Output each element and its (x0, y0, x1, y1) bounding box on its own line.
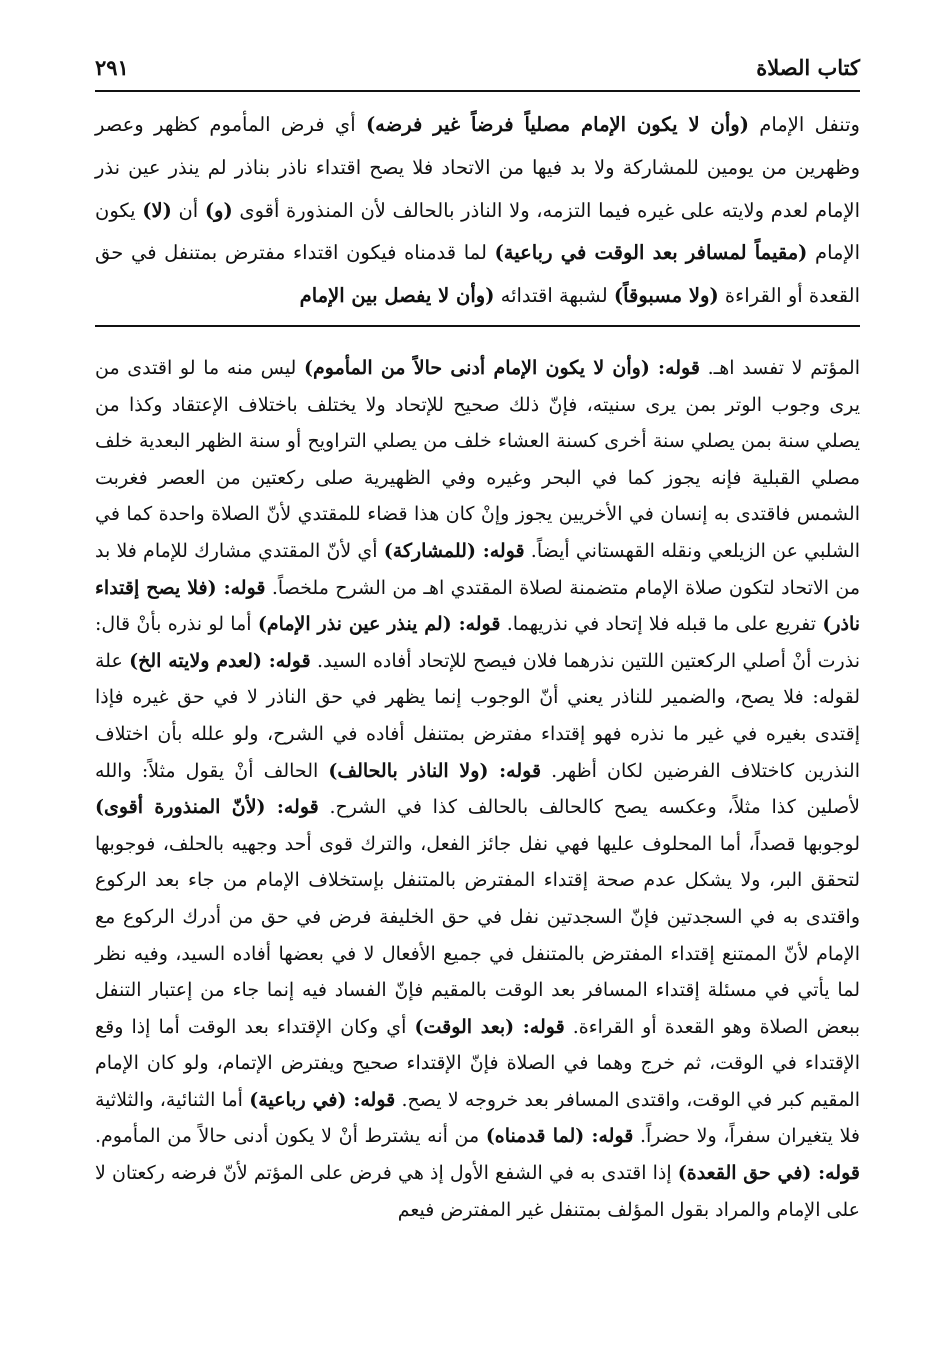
text-segment: الحالف أنْ يقول مثلاً: والله لأصلين كذا مثلاً، وعكسه يصح كالحالف بالحالف كذا في الشرح. (95, 759, 860, 819)
bold-segment: قوله: (ولا الناذر بالحالف) (328, 759, 542, 782)
text-segment: إذا اقتدى به في الشفع الأول إذ هي فرض على المؤتم لأنّ فرضه ركعتان لا على الإمام والمراد بقول المؤلف بمتنفل غير المفترض فيعم (95, 1162, 860, 1221)
bold-segment: (مقيماً لمسافر بعد الوقت في رباعية) (494, 241, 808, 265)
bold-segment: (وأن لا يفصل بين الإمام (299, 284, 495, 308)
bold-segment: قوله: (لما قدمناه) (485, 1125, 634, 1148)
text-segment: أي لأنّ المقتدي مشارك للإمام فلا بد من الاتحاد لتكون صلاة الإمام متضمنة لصلاة المقتدي اهـ من الشرح ملخصاً. (95, 539, 861, 599)
bold-segment: قوله: (في رباعية) (249, 1088, 396, 1111)
bold-segment: قوله: (لأنّ المنذورة أقوى) (95, 796, 319, 819)
bold-segment: قوله: (لم ينذر عين نذر الإمام) (257, 613, 501, 636)
commentary-text (95, 350, 860, 1228)
main-text-paragraph (95, 104, 860, 318)
bold-segment: (لا) (142, 198, 172, 222)
bold-segment: قوله: (في حق القعدة) (677, 1162, 860, 1185)
text-segment: لوجوبها قصداً، أما المحلوف عليها فهي نفل جائز الفعل، والترك قوى أحد وجهيه بالحلف، فوجوبها لتحقق البر، ولا يشكل عدم صحة إقتداء المفترض بالمتنفل بإستخلاف الإمام من جاء بعد الركوع واقتدى به في السجدتين فإنّ السجدتين نفل في حق الخليفة فرض في حق من أدرك الركوع مع الإمام لأنّ الممتنع إقتداء المفترض بالمتنفل في جميع الأفعال لا في بعضها أفاده السيد، وفيه نظر لما يأتي في مسئلة إقتداء المسافر بعد الوقت بالمقيم فإنّ الفساد فيه إنما جاء من إعتبار التنفل ببعض الصلاة وهو القعدة أو القراءة. (95, 832, 860, 1038)
bold-segment: (وأن لا يكون الإمام مصلياً فرضاً غير فرضه) (365, 113, 749, 136)
section-divider (95, 325, 860, 327)
bold-segment: قوله: (لعدم ولايته الخ) (129, 649, 311, 672)
bold-segment: قوله: (وأن لا يكون الإمام أدنى حالاً من المأموم) (304, 357, 700, 379)
bold-segment: قوله: (فلا يصح إقتداء ناذر) (95, 576, 861, 636)
text-segment: من أنه يشترط أنْ لا يكون أدنى حالاً من المأموم. (95, 1125, 486, 1148)
text-segment: أما لو نذره بأنْ قال: نذرت أنْ أصلي الركعتين اللتين نذرهما فلان فيصح للإتحاد أفاده السيد. (95, 613, 860, 672)
text-segment: يكون الإمام (95, 198, 860, 265)
text-segment: ليس منه ما لو اقتدى من يرى وجوب الوتر بمن يرى سنيته، فإنّ ذلك صحيح للإتحاد ولا يختلف باختلاف الإعتقاد وكذا من يصلي سنة بمن يصلي سنة أخرى كسنة العشاء خلف من يصلي التراويح أو سنة الظهر البعدية خلف مصلي القبلية فإنه يجوز كما في البحر وغيره وفي الظهيرية صلى ركعتين من العصر فغربت الشمس فاقتدى به إنسان في الأخريين يجوز وإنْ كان هذا قضاء للمقتدي لأنّ الصلاة واحدة كما في الشلبي عن الزيلعي ونقله القهستاني أيضاً. (95, 357, 860, 562)
page-header (95, 30, 860, 92)
text-segment: أما الثنائية، والثلاثية فلا يتغيران سفراً، ولا حضراً. (95, 1088, 861, 1148)
text-segment: علة لقوله: فلا يصح، والضمير للناذر يعني أنّ الوجوب إنما يظهر في حق الناذر لا في حق غيره فإذا إقتدى بغيره في غير ما نذره فهو إقتداء مفترض بمتنفل أفاده في الشرح، ولو علله بأن اختلاف النذرين كاختلاف الفرضين لكان أظهر. (95, 649, 860, 782)
main-text (95, 104, 860, 318)
text-segment: المؤتم لا تفسد اهـ. (699, 357, 860, 379)
text-segment: تفريع على ما قبله فلا إتحاد في نذريهما. (500, 613, 823, 636)
text-segment: لشبهة اقتدائه (494, 284, 614, 308)
text-segment: أي وكان الإقتداء بعد الوقت أما إذا وقع الإقتداء في الوقت، ثم خرج وهما في الصلاة فإنّ الإقتداء صحيح ويفترض الإتمام، ولو كان الإمام المقيم كبر في الوقت، واقتدى المسافر بعد خروجه لا يصح. (95, 1015, 860, 1111)
bold-segment: (و) (204, 198, 233, 222)
bold-segment: (ولا مسبوقاً) (613, 284, 719, 308)
text-segment: أي فرض المأموم كظهر وعصر وظهرين من يومين للمشاركة ولا بد فيها من الاتحاد فلا يصح اقتداء ناذر بناذر لم ينذر عين نذر الإمام لعدم ولايته على غيره فيما التزمه، ولا الناذر بالحالف لأن المنذورة أقوى (95, 113, 861, 222)
text-segment: وتنفل الإمام (748, 113, 860, 136)
text-segment: أن (171, 198, 205, 222)
page-number: ٢٩١ (95, 55, 129, 80)
bold-segment: قوله: (للمشاركة) (383, 539, 525, 562)
text-segment: لما قدمناه فيكون اقتداء مفترض بمتنفل في حق القعدة أو القراءة (95, 241, 860, 308)
commentary-paragraph (95, 350, 860, 1228)
running-title: كتاب الصلاة (756, 55, 860, 80)
bold-segment: قوله: (بعد الوقت) (414, 1015, 565, 1038)
